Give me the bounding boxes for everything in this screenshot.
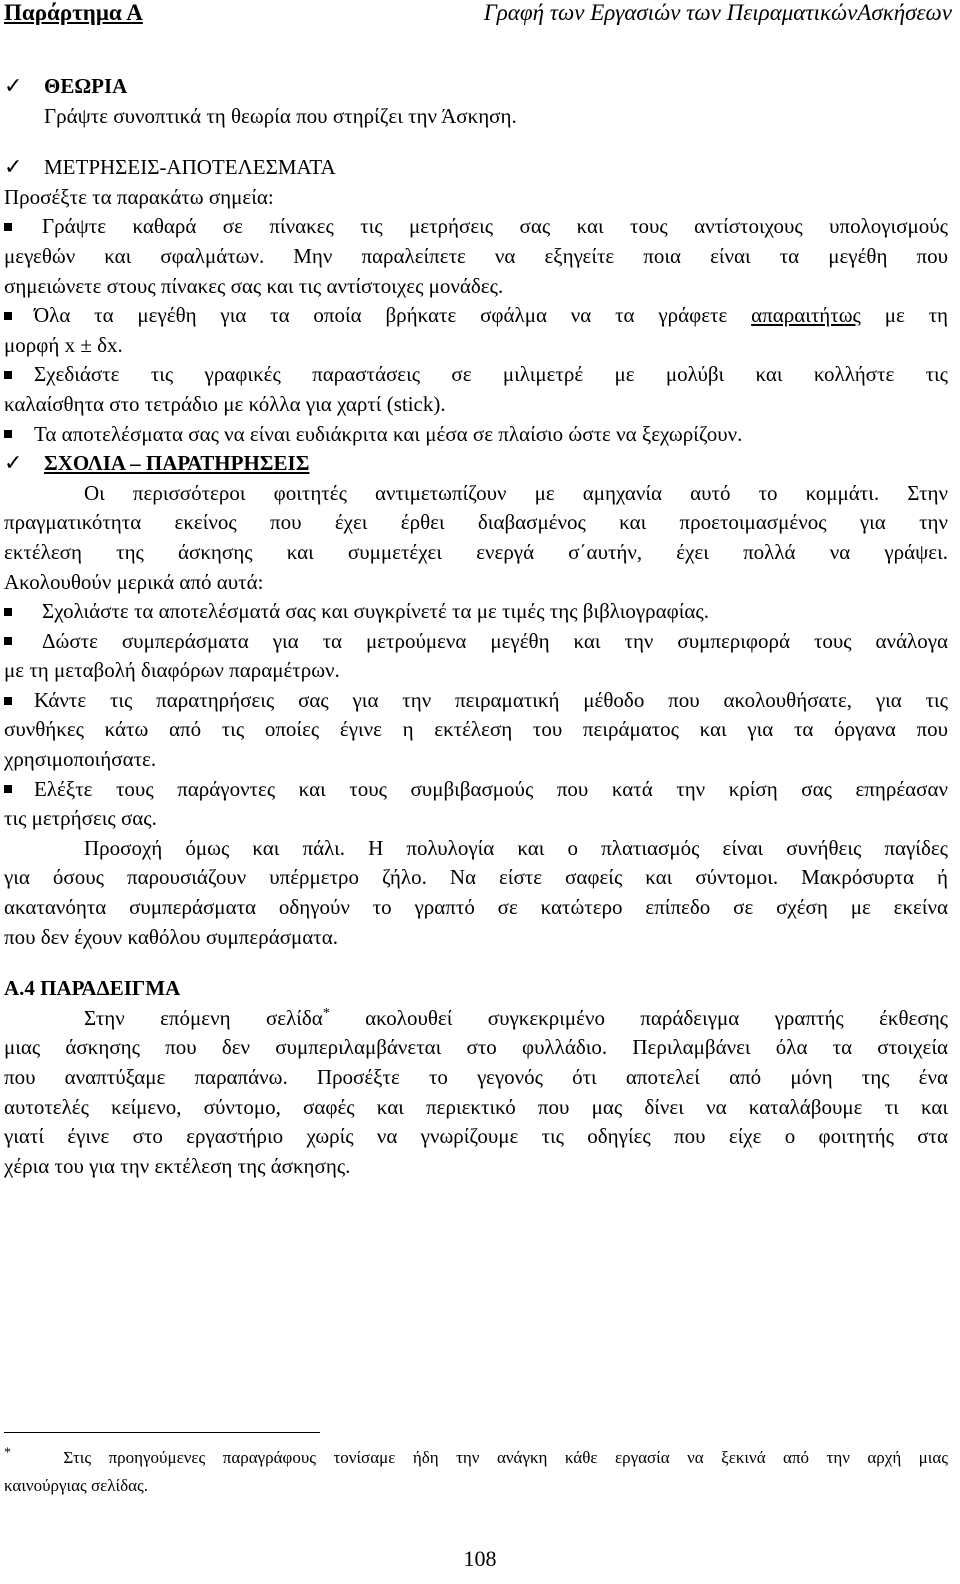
bullet-2-line-2: μορφή x ± δx.	[4, 332, 123, 357]
bullet-4: Τα αποτελέσματα σας να είναι ευδιάκριτα και μέσα σε πλαίσιο ώστε να ξεχωρίζουν.	[4, 420, 948, 450]
example-line-1: Στην επόμενη σελίδα* ακολουθεί συγκεκριμένο παράδειγμα γραπτής έκθεσης	[84, 1005, 948, 1030]
comments-p1-line-3: εκτέλεση της άσκησης και συμμετέχει ενεργά σ΄αυτήν, έχει πολλά να γράψει.	[4, 539, 948, 564]
measurements-intro: Προσέξτε τα παρακάτω σημεία:	[4, 184, 274, 209]
header-right: Γραφή των Εργασιών των ΠειραματικώνΑσκήσεων	[483, 0, 952, 25]
square-bullet-icon	[4, 312, 12, 320]
comment-bullet-1: Σχολιάστε τα αποτελέσματά σας και συγκρίνετέ τα με τιμές της βιβλιογραφίας.	[4, 597, 948, 627]
comments-p1-line-4: Ακολουθούν μερικά από αυτά:	[4, 569, 264, 594]
example-line-6: χέρια του για την εκτέλεση της άσκησης.	[4, 1153, 351, 1178]
check-icon: ✓	[4, 451, 23, 477]
square-bullet-icon	[4, 697, 12, 705]
check-icon: ✓	[4, 155, 23, 181]
square-bullet-icon	[4, 785, 12, 793]
footnote-marker: *	[322, 1005, 330, 1021]
bullet-2: Όλα τα μεγέθη για τα οποία βρήκατε σφάλμα να τα γράφετε απαραιτήτως με τη	[4, 301, 948, 331]
comment-bullet-3: Κάντε τις παρατηρήσεις σας για την πειραματική μέθοδο που ακολουθήσατε, για τις	[4, 686, 948, 716]
comments-p2-line-2: για όσους παρουσιάζουν υπέρμετρο ζήλο. Να είστε σαφείς και σύντομοι. Μακρόσυρτα ή	[4, 865, 948, 890]
bullet-1: Γράψτε καθαρά σε πίνακες τις μετρήσεις σας και τους αντίστοιχους υπολογισμούς	[4, 212, 948, 242]
footnote-line-1: * Στις προηγούμενες παραγράφους τονίσαμε ήδη την ανάγκη κάθε εργασία να ξεκινά από την αρχή μιας	[4, 1445, 948, 1467]
comment-bullet-3-line-2: συνθήκες κάτω από τις οποίες έγινε η εκτέλεση του πειράματος και για τα όργανα που	[4, 717, 948, 742]
theory-text: Γράψτε συνοπτικά τη θεωρία που στηρίζει την Άσκηση.	[44, 103, 517, 128]
check-icon: ✓	[4, 74, 23, 99]
comment-bullet-4-line-2: τις μετρήσεις σας.	[4, 806, 157, 831]
bullet-1-line-3: σημειώνετε στους πίνακες σας και τις αντίστοιχες μονάδες.	[4, 273, 504, 298]
comments-p1-line-1: Οι περισσότεροι φοιτητές αντιμετωπίζουν με αμηχανία αυτό το κομμάτι. Στην	[84, 480, 948, 505]
document-body	[4, 72, 948, 1181]
page-number: 108	[463, 1546, 497, 1571]
example-line-3: που αναπτύξαμε παραπάνω. Προσέξτε το γεγονός ότι αποτελεί από μόνη της ένα	[4, 1065, 948, 1089]
bullet-3-line-2: καλαίσθητα στο τετράδιο με κόλλα για χαρτί (stick).	[4, 391, 446, 416]
square-bullet-icon	[4, 608, 12, 616]
example-line-4: αυτοτελές κείμενο, σύντομο, σαφές και περιεκτικό που μας δίνει να καταλάβουμε τι και	[4, 1094, 948, 1119]
comment-bullet-2-line-2: με τη μεταβολή διαφόρων παραμέτρων.	[4, 658, 340, 683]
example-heading: Α.4 ΠΑΡΑΔΕΙΓΜΑ	[4, 976, 181, 1001]
comments-p2-line-3: ακατανόητα συμπεράσματα οδηγούν το γραπτό σε κατώτερο επίπεδο σε σχέση με εκείνα	[4, 895, 948, 920]
comments-p2-line-1: Προσοχή όμως και πάλι. Η πολυλογία και ο πλατιασμός είναι συνήθεις παγίδες	[84, 835, 948, 860]
footnote-line-2: καινούργιας σελίδας.	[4, 1476, 148, 1495]
bullet-1-line-2: μεγεθών και σφαλμάτων. Μην παραλείπετε να εξηγείτε ποια είναι τα μεγέθη που	[4, 243, 948, 268]
measurements-heading: ✓ ΜΕΤΡΗΣΕΙΣ-ΑΠΟΤΕΛΕΣΜΑΤΑ	[4, 153, 948, 183]
example-line-5: γιατί έγινε στο εργαστήριο χωρίς να γνωρίζουμε τις οδηγίες που είχε ο φοιτητής στα	[4, 1124, 948, 1149]
square-bullet-icon	[4, 371, 12, 379]
square-bullet-icon	[4, 223, 12, 231]
square-bullet-icon	[4, 430, 12, 438]
footnote	[4, 1444, 948, 1500]
square-bullet-icon	[4, 637, 12, 645]
comments-heading: ✓ ΣΧΟΛΙΑ – ΠΑΡΑΤΗΡΗΣΕΙΣ	[4, 449, 948, 479]
comment-bullet-2: Δώστε συμπεράσματα για τα μετρούμενα μεγέθη και την συμπεριφορά τους ανάλογα	[4, 627, 948, 657]
header-left: Παράρτημα Α	[4, 0, 143, 25]
footnote-rule	[4, 1432, 320, 1433]
comment-bullet-4: Ελέξτε τους παράγοντες και τους συμβιβασμούς που κατά την κρίση σας επηρέασαν	[4, 775, 948, 805]
comments-p2-line-4: που δεν έχουν καθόλου συμπεράσματα.	[4, 924, 338, 949]
example-line-2: μιας άσκησης που δεν συμπεριλαμβάνεται στο φυλλάδιο. Περιλαμβάνει όλα τα στοιχεία	[4, 1035, 948, 1060]
comment-bullet-3-line-3: χρησιμοποιήσατε.	[4, 747, 157, 772]
bullet-3: Σχεδιάστε τις γραφικές παραστάσεις σε μιλιμετρέ με μολύβι και κολλήστε τις	[4, 360, 948, 390]
comments-p1-line-2: πραγματικότητα εκείνος που έχει έρθει διαβασμένος και προετοιμασμένος για την	[4, 510, 948, 535]
theory-heading: ✓ ΘΕΩΡΙΑ	[4, 72, 948, 102]
